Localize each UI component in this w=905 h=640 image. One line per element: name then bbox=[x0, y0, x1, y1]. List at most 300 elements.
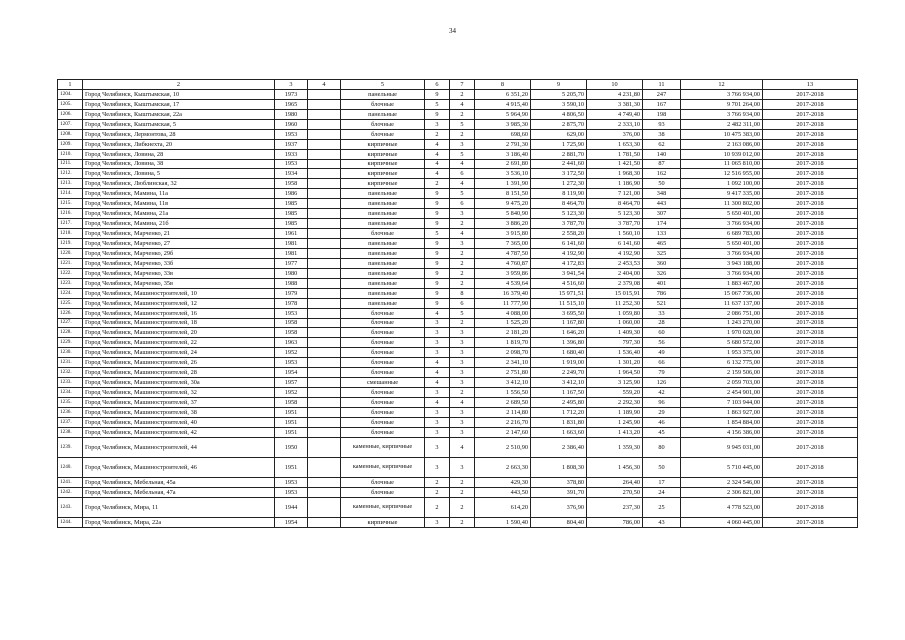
period-cell: 2017-2018 bbox=[763, 398, 858, 408]
living-area-cell: 1 712,20 bbox=[531, 407, 587, 417]
row-number-cell: 1216. bbox=[58, 209, 83, 219]
residents-cell: 133 bbox=[643, 229, 681, 239]
address-cell: Город Челябинск, Ловина, 38 bbox=[83, 159, 275, 169]
total-area-cell: 2 751,80 bbox=[475, 368, 531, 378]
year-reconstruction-cell bbox=[308, 308, 341, 318]
period-cell: 2017-2018 bbox=[763, 378, 858, 388]
year-reconstruction-cell bbox=[308, 338, 341, 348]
row-number-cell: 1236. bbox=[58, 407, 83, 417]
wall-material-cell: блочные bbox=[341, 348, 425, 358]
residential-area-cell: 1 456,30 bbox=[587, 457, 643, 477]
entrances-cell: 2 bbox=[450, 248, 475, 258]
row-number-cell: 1212. bbox=[58, 169, 83, 179]
cost-cell: 5 680 572,00 bbox=[681, 338, 763, 348]
cost-cell: 1 883 467,00 bbox=[681, 278, 763, 288]
residents-cell: 87 bbox=[643, 159, 681, 169]
cost-cell: 2 324 546,00 bbox=[681, 477, 763, 487]
living-area-cell: 1 725,90 bbox=[531, 139, 587, 149]
year-reconstruction-cell bbox=[308, 427, 341, 437]
floors-cell: 3 bbox=[425, 388, 450, 398]
wall-material-cell: блочные bbox=[341, 229, 425, 239]
period-cell: 2017-2018 bbox=[763, 388, 858, 398]
year-reconstruction-cell bbox=[308, 239, 341, 249]
total-area-cell: 2 663,30 bbox=[475, 457, 531, 477]
wall-material-cell: панельные bbox=[341, 288, 425, 298]
entrances-cell: 4 bbox=[450, 159, 475, 169]
residents-cell: 42 bbox=[643, 388, 681, 398]
floors-cell: 3 bbox=[425, 407, 450, 417]
address-cell: Город Челябинск, Мира, 11 bbox=[83, 497, 275, 517]
cost-cell: 11 637 137,00 bbox=[681, 298, 763, 308]
living-area-cell: 8 119,90 bbox=[531, 189, 587, 199]
period-cell: 2017-2018 bbox=[763, 179, 858, 189]
wall-material-cell: кирпичные bbox=[341, 179, 425, 189]
entrances-cell: 3 bbox=[450, 348, 475, 358]
year-reconstruction-cell bbox=[308, 477, 341, 487]
total-area-cell: 4 088,00 bbox=[475, 308, 531, 318]
period-cell: 2017-2018 bbox=[763, 199, 858, 209]
wall-material-cell: блочные bbox=[341, 388, 425, 398]
year-reconstruction-cell bbox=[308, 288, 341, 298]
total-area-cell: 8 151,50 bbox=[475, 189, 531, 199]
total-area-cell: 3 412,10 bbox=[475, 378, 531, 388]
row-number-cell: 1222. bbox=[58, 268, 83, 278]
cost-cell: 7 103 944,00 bbox=[681, 398, 763, 408]
wall-material-cell: панельные bbox=[341, 239, 425, 249]
living-area-cell: 3 787,70 bbox=[531, 219, 587, 229]
year-built-cell: 1951 bbox=[275, 417, 308, 427]
wall-material-cell: блочные bbox=[341, 358, 425, 368]
residential-area-cell: 3 381,30 bbox=[587, 99, 643, 109]
residents-cell: 66 bbox=[643, 358, 681, 368]
year-built-cell: 1952 bbox=[275, 388, 308, 398]
entrances-cell: 4 bbox=[450, 398, 475, 408]
living-area-cell: 11 515,10 bbox=[531, 298, 587, 308]
living-area-cell: 4 516,60 bbox=[531, 278, 587, 288]
row-number-cell: 1209. bbox=[58, 139, 83, 149]
entrances-cell: 2 bbox=[450, 89, 475, 99]
total-area-cell: 1 391,90 bbox=[475, 179, 531, 189]
entrances-cell: 2 bbox=[450, 109, 475, 119]
floors-cell: 9 bbox=[425, 209, 450, 219]
address-cell: Город Челябинск, Мамина, 21а bbox=[83, 209, 275, 219]
year-reconstruction-cell bbox=[308, 268, 341, 278]
total-area-cell: 16 379,40 bbox=[475, 288, 531, 298]
year-built-cell: 1958 bbox=[275, 179, 308, 189]
residential-area-cell: 2 404,00 bbox=[587, 268, 643, 278]
living-area-cell: 2 441,60 bbox=[531, 159, 587, 169]
period-cell: 2017-2018 bbox=[763, 169, 858, 179]
total-area-cell: 2 791,30 bbox=[475, 139, 531, 149]
living-area-cell: 1 680,40 bbox=[531, 348, 587, 358]
wall-material-cell: блочные bbox=[341, 477, 425, 487]
header-cell: 6 bbox=[425, 80, 450, 90]
residents-cell: 96 bbox=[643, 398, 681, 408]
residents-cell: 50 bbox=[643, 179, 681, 189]
residents-cell: 140 bbox=[643, 149, 681, 159]
cost-cell: 9 417 335,00 bbox=[681, 189, 763, 199]
period-cell: 2017-2018 bbox=[763, 517, 858, 527]
period-cell: 2017-2018 bbox=[763, 417, 858, 427]
address-cell: Город Челябинск, Кыштымская, 17 bbox=[83, 99, 275, 109]
residents-cell: 247 bbox=[643, 89, 681, 99]
year-reconstruction-cell bbox=[308, 189, 341, 199]
period-cell: 2017-2018 bbox=[763, 99, 858, 109]
table-row bbox=[58, 139, 858, 149]
header-cell: 13 bbox=[763, 80, 858, 90]
year-reconstruction-cell bbox=[308, 298, 341, 308]
living-area-cell: 2 386,40 bbox=[531, 437, 587, 457]
table-row bbox=[58, 457, 858, 477]
period-cell: 2017-2018 bbox=[763, 229, 858, 239]
total-area-cell: 2 216,70 bbox=[475, 417, 531, 427]
address-cell: Город Челябинск, Машиностроителей, 26 bbox=[83, 358, 275, 368]
residents-cell: 17 bbox=[643, 477, 681, 487]
year-reconstruction-cell bbox=[308, 119, 341, 129]
period-cell: 2017-2018 bbox=[763, 348, 858, 358]
wall-material-cell: кирпичные bbox=[341, 139, 425, 149]
entrances-cell: 6 bbox=[450, 169, 475, 179]
entrances-cell: 5 bbox=[450, 149, 475, 159]
residential-area-cell: 559,20 bbox=[587, 388, 643, 398]
residential-area-cell: 264,40 bbox=[587, 477, 643, 487]
table-row bbox=[58, 487, 858, 497]
header-cell: 8 bbox=[475, 80, 531, 90]
entrances-cell: 2 bbox=[450, 388, 475, 398]
entrances-cell: 6 bbox=[450, 199, 475, 209]
row-number-cell: 1206. bbox=[58, 109, 83, 119]
cost-cell: 5 650 401,00 bbox=[681, 209, 763, 219]
wall-material-cell: панельные bbox=[341, 219, 425, 229]
cost-cell: 10 939 012,00 bbox=[681, 149, 763, 159]
residents-cell: 62 bbox=[643, 139, 681, 149]
header-cell: 3 bbox=[275, 80, 308, 90]
residents-cell: 45 bbox=[643, 427, 681, 437]
row-number-cell: 1208. bbox=[58, 129, 83, 139]
living-area-cell: 1 167,50 bbox=[531, 388, 587, 398]
living-area-cell: 629,00 bbox=[531, 129, 587, 139]
year-reconstruction-cell bbox=[308, 457, 341, 477]
floors-cell: 3 bbox=[425, 119, 450, 129]
header-row bbox=[58, 80, 858, 90]
address-cell: Город Челябинск, Машиностроителей, 10 bbox=[83, 288, 275, 298]
cost-cell: 2 482 311,00 bbox=[681, 119, 763, 129]
header-cell: 1 bbox=[58, 80, 83, 90]
row-number-cell: 1210. bbox=[58, 149, 83, 159]
row-number-cell: 1204. bbox=[58, 89, 83, 99]
residential-area-cell: 1 413,20 bbox=[587, 427, 643, 437]
wall-material-cell: блочные bbox=[341, 129, 425, 139]
living-area-cell: 6 141,60 bbox=[531, 239, 587, 249]
period-cell: 2017-2018 bbox=[763, 258, 858, 268]
address-cell: Город Челябинск, Мира, 22а bbox=[83, 517, 275, 527]
cost-cell: 12 516 955,00 bbox=[681, 169, 763, 179]
residents-cell: 348 bbox=[643, 189, 681, 199]
table-row bbox=[58, 497, 858, 517]
row-number-cell: 1232. bbox=[58, 368, 83, 378]
residential-area-cell: 1 060,00 bbox=[587, 318, 643, 328]
address-cell: Город Челябинск, Кыштымская, 22а bbox=[83, 109, 275, 119]
period-cell: 2017-2018 bbox=[763, 288, 858, 298]
entrances-cell: 3 bbox=[450, 407, 475, 417]
row-number-cell: 1224. bbox=[58, 288, 83, 298]
residents-cell: 326 bbox=[643, 268, 681, 278]
year-reconstruction-cell bbox=[308, 109, 341, 119]
residents-cell: 401 bbox=[643, 278, 681, 288]
wall-material-cell: блочные bbox=[341, 427, 425, 437]
living-area-cell: 1 646,20 bbox=[531, 328, 587, 338]
residents-cell: 80 bbox=[643, 437, 681, 457]
wall-material-cell: блочные bbox=[341, 417, 425, 427]
floors-cell: 4 bbox=[425, 368, 450, 378]
table-row bbox=[58, 348, 858, 358]
cost-cell: 2 059 703,00 bbox=[681, 378, 763, 388]
residents-cell: 33 bbox=[643, 308, 681, 318]
row-number-cell: 1244. bbox=[58, 517, 83, 527]
header-cell: 5 bbox=[341, 80, 425, 90]
year-reconstruction-cell bbox=[308, 159, 341, 169]
row-number-cell: 1218. bbox=[58, 229, 83, 239]
total-area-cell: 1 590,40 bbox=[475, 517, 531, 527]
year-built-cell: 1958 bbox=[275, 398, 308, 408]
address-cell: Город Челябинск, Мамина, 11а bbox=[83, 189, 275, 199]
period-cell: 2017-2018 bbox=[763, 268, 858, 278]
row-number-cell: 1228. bbox=[58, 328, 83, 338]
address-cell: Город Челябинск, Мамина, 21б bbox=[83, 219, 275, 229]
entrances-cell: 3 bbox=[450, 209, 475, 219]
floors-cell: 3 bbox=[425, 328, 450, 338]
total-area-cell: 1 556,50 bbox=[475, 388, 531, 398]
wall-material-cell: кирпичные bbox=[341, 159, 425, 169]
wall-material-cell: кирпичные bbox=[341, 169, 425, 179]
living-area-cell: 376,90 bbox=[531, 497, 587, 517]
page-number: 34 bbox=[449, 27, 456, 35]
year-reconstruction-cell bbox=[308, 497, 341, 517]
header-cell: 4 bbox=[308, 80, 341, 90]
wall-material-cell: каменные, кирпичные bbox=[341, 437, 425, 457]
floors-cell: 4 bbox=[425, 169, 450, 179]
address-cell: Город Челябинск, Марченко, 33в bbox=[83, 268, 275, 278]
header-cell: 11 bbox=[643, 80, 681, 90]
table-row bbox=[58, 99, 858, 109]
residential-area-cell: 1 186,90 bbox=[587, 179, 643, 189]
year-reconstruction-cell bbox=[308, 258, 341, 268]
year-reconstruction-cell bbox=[308, 328, 341, 338]
wall-material-cell: панельные bbox=[341, 209, 425, 219]
period-cell: 2017-2018 bbox=[763, 149, 858, 159]
period-cell: 2017-2018 bbox=[763, 477, 858, 487]
year-built-cell: 1986 bbox=[275, 189, 308, 199]
year-built-cell: 1961 bbox=[275, 229, 308, 239]
year-reconstruction-cell bbox=[308, 89, 341, 99]
wall-material-cell: блочные bbox=[341, 338, 425, 348]
total-area-cell: 2 691,80 bbox=[475, 159, 531, 169]
residential-area-cell: 8 464,70 bbox=[587, 199, 643, 209]
floors-cell: 2 bbox=[425, 129, 450, 139]
floors-cell: 4 bbox=[425, 149, 450, 159]
total-area-cell: 2 689,50 bbox=[475, 398, 531, 408]
cost-cell: 10 475 383,00 bbox=[681, 129, 763, 139]
period-cell: 2017-2018 bbox=[763, 219, 858, 229]
entrances-cell: 4 bbox=[450, 99, 475, 109]
table-row bbox=[58, 517, 858, 527]
period-cell: 2017-2018 bbox=[763, 427, 858, 437]
total-area-cell: 3 886,20 bbox=[475, 219, 531, 229]
address-cell: Город Челябинск, Машиностроителей, 37 bbox=[83, 398, 275, 408]
year-built-cell: 1960 bbox=[275, 119, 308, 129]
year-reconstruction-cell bbox=[308, 318, 341, 328]
year-reconstruction-cell bbox=[308, 219, 341, 229]
floors-cell: 4 bbox=[425, 308, 450, 318]
entrances-cell: 2 bbox=[450, 278, 475, 288]
year-built-cell: 1980 bbox=[275, 109, 308, 119]
cost-cell: 1 970 020,00 bbox=[681, 328, 763, 338]
cost-cell: 2 163 086,00 bbox=[681, 139, 763, 149]
wall-material-cell: блочные bbox=[341, 119, 425, 129]
row-number-cell: 1242. bbox=[58, 487, 83, 497]
year-built-cell: 1985 bbox=[275, 219, 308, 229]
floors-cell: 4 bbox=[425, 378, 450, 388]
floors-cell: 9 bbox=[425, 199, 450, 209]
year-built-cell: 1953 bbox=[275, 129, 308, 139]
year-reconstruction-cell bbox=[308, 209, 341, 219]
year-reconstruction-cell bbox=[308, 248, 341, 258]
address-cell: Город Челябинск, Марченко, 33б bbox=[83, 258, 275, 268]
residents-cell: 46 bbox=[643, 417, 681, 427]
floors-cell: 3 bbox=[425, 517, 450, 527]
total-area-cell: 3 915,80 bbox=[475, 229, 531, 239]
cost-cell: 3 943 188,00 bbox=[681, 258, 763, 268]
residents-cell: 198 bbox=[643, 109, 681, 119]
period-cell: 2017-2018 bbox=[763, 278, 858, 288]
residential-area-cell: 15 015,91 bbox=[587, 288, 643, 298]
entrances-cell: 3 bbox=[450, 338, 475, 348]
residential-area-cell: 3 125,90 bbox=[587, 378, 643, 388]
residential-area-cell: 2 292,30 bbox=[587, 398, 643, 408]
year-reconstruction-cell bbox=[308, 199, 341, 209]
floors-cell: 2 bbox=[425, 179, 450, 189]
entrances-cell: 3 bbox=[450, 417, 475, 427]
table-row bbox=[58, 477, 858, 487]
floors-cell: 3 bbox=[425, 417, 450, 427]
residential-area-cell: 786,00 bbox=[587, 517, 643, 527]
wall-material-cell: панельные bbox=[341, 278, 425, 288]
cost-cell: 3 766 934,00 bbox=[681, 109, 763, 119]
table-row bbox=[58, 437, 858, 457]
row-number-cell: 1240. bbox=[58, 457, 83, 477]
year-reconstruction-cell bbox=[308, 179, 341, 189]
year-reconstruction-cell bbox=[308, 398, 341, 408]
period-cell: 2017-2018 bbox=[763, 338, 858, 348]
cost-cell: 1 092 100,00 bbox=[681, 179, 763, 189]
period-cell: 2017-2018 bbox=[763, 407, 858, 417]
table-row bbox=[58, 159, 858, 169]
row-number-cell: 1205. bbox=[58, 99, 83, 109]
wall-material-cell: кирпичные bbox=[341, 149, 425, 159]
cost-cell: 9 945 031,00 bbox=[681, 437, 763, 457]
total-area-cell: 3 536,10 bbox=[475, 169, 531, 179]
year-built-cell: 1977 bbox=[275, 258, 308, 268]
period-cell: 2017-2018 bbox=[763, 298, 858, 308]
row-number-cell: 1235. bbox=[58, 398, 83, 408]
floors-cell: 9 bbox=[425, 298, 450, 308]
table-row bbox=[58, 318, 858, 328]
wall-material-cell: панельные bbox=[341, 258, 425, 268]
wall-material-cell: блочные bbox=[341, 368, 425, 378]
entrances-cell: 3 bbox=[450, 139, 475, 149]
year-built-cell: 1934 bbox=[275, 169, 308, 179]
entrances-cell: 5 bbox=[450, 119, 475, 129]
cost-cell: 11 065 810,00 bbox=[681, 159, 763, 169]
row-number-cell: 1211. bbox=[58, 159, 83, 169]
year-reconstruction-cell bbox=[308, 229, 341, 239]
floors-cell: 4 bbox=[425, 139, 450, 149]
year-reconstruction-cell bbox=[308, 139, 341, 149]
residential-area-cell: 4 749,40 bbox=[587, 109, 643, 119]
total-area-cell: 443,50 bbox=[475, 487, 531, 497]
floors-cell: 9 bbox=[425, 248, 450, 258]
address-cell: Город Челябинск, Кыштымская, 10 bbox=[83, 89, 275, 99]
residents-cell: 167 bbox=[643, 99, 681, 109]
total-area-cell: 2 147,60 bbox=[475, 427, 531, 437]
living-area-cell: 4 172,83 bbox=[531, 258, 587, 268]
floors-cell: 5 bbox=[425, 229, 450, 239]
cost-cell: 2 454 901,00 bbox=[681, 388, 763, 398]
table-row bbox=[58, 149, 858, 159]
total-area-cell: 4 760,87 bbox=[475, 258, 531, 268]
period-cell: 2017-2018 bbox=[763, 248, 858, 258]
residents-cell: 28 bbox=[643, 318, 681, 328]
wall-material-cell: блочные bbox=[341, 99, 425, 109]
total-area-cell: 3 186,40 bbox=[475, 149, 531, 159]
total-area-cell: 5 840,90 bbox=[475, 209, 531, 219]
living-area-cell: 804,40 bbox=[531, 517, 587, 527]
row-number-cell: 1229. bbox=[58, 338, 83, 348]
total-area-cell: 2 341,10 bbox=[475, 358, 531, 368]
housing-register-table bbox=[57, 79, 858, 528]
entrances-cell: 6 bbox=[450, 298, 475, 308]
year-reconstruction-cell bbox=[308, 378, 341, 388]
entrances-cell: 8 bbox=[450, 288, 475, 298]
residents-cell: 79 bbox=[643, 368, 681, 378]
floors-cell: 3 bbox=[425, 437, 450, 457]
cost-cell: 2 306 821,00 bbox=[681, 487, 763, 497]
row-number-cell: 1243. bbox=[58, 497, 83, 517]
floors-cell: 2 bbox=[425, 487, 450, 497]
floors-cell: 9 bbox=[425, 239, 450, 249]
address-cell: Город Челябинск, Машиностроителей, 22 bbox=[83, 338, 275, 348]
residential-area-cell: 5 123,30 bbox=[587, 209, 643, 219]
year-built-cell: 1953 bbox=[275, 487, 308, 497]
period-cell: 2017-2018 bbox=[763, 308, 858, 318]
floors-cell: 3 bbox=[425, 338, 450, 348]
total-area-cell: 4 539,64 bbox=[475, 278, 531, 288]
address-cell: Город Челябинск, Машиностроителей, 40 bbox=[83, 417, 275, 427]
wall-material-cell: кирпичные bbox=[341, 517, 425, 527]
period-cell: 2017-2018 bbox=[763, 457, 858, 477]
residents-cell: 43 bbox=[643, 517, 681, 527]
residents-cell: 307 bbox=[643, 209, 681, 219]
living-area-cell: 3 590,10 bbox=[531, 99, 587, 109]
entrances-cell: 3 bbox=[450, 239, 475, 249]
year-built-cell: 1963 bbox=[275, 338, 308, 348]
floors-cell: 4 bbox=[425, 398, 450, 408]
table-row bbox=[58, 308, 858, 318]
total-area-cell: 429,30 bbox=[475, 477, 531, 487]
year-built-cell: 1952 bbox=[275, 348, 308, 358]
total-area-cell: 5 964,90 bbox=[475, 109, 531, 119]
residential-area-cell: 2 379,08 bbox=[587, 278, 643, 288]
